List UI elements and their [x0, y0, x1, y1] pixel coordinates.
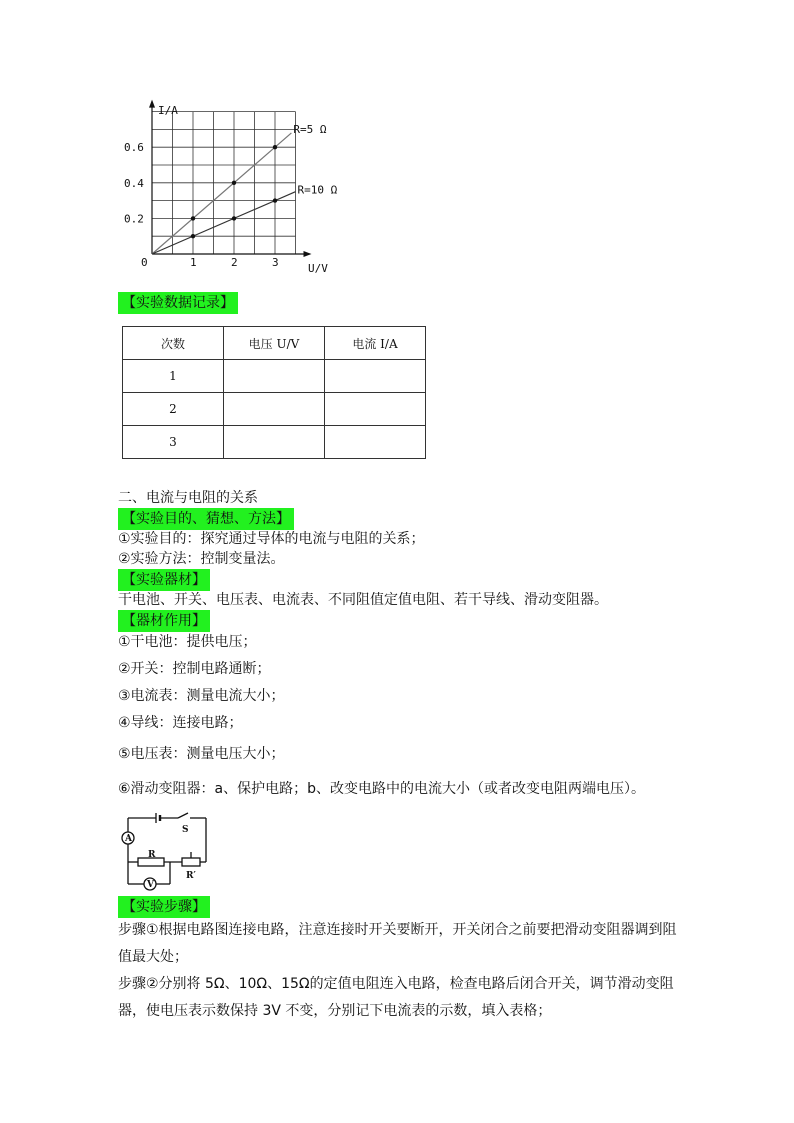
origin-label: 0 [141, 256, 148, 269]
rheostat-symbol [182, 858, 200, 866]
step-2-line: 器，使电压表示数保持 3V 不变，分别记下电流表的示数，填入表格； [118, 1003, 552, 1019]
chart-grid [152, 112, 296, 254]
function-item: ②开关：控制电路通断； [118, 661, 271, 677]
x-tick-label: 1 [190, 256, 197, 269]
table-header-cell: 次数 [123, 327, 224, 360]
table-row [123, 360, 426, 393]
data-point [232, 181, 236, 185]
purpose-line: ①实验目的：探究通过导体的电流与电阻的关系； [118, 531, 425, 547]
equipment-text: 干电池、开关、电压表、电流表、不同阻值定值电阻、若干导线、滑动变阻器。 [118, 592, 608, 608]
switch-label: S [182, 825, 189, 835]
step-2-line: 步骤②分别将 5Ω、10Ω、15Ω的定值电阻连入电路，检查电路后闭合开关，调节滑动变阻 [118, 976, 674, 992]
section-heading-steps: 【实验步骤】 [118, 896, 210, 918]
ammeter-label: A [125, 834, 132, 844]
y-axis-label: I/A [158, 104, 178, 117]
data-record-table [122, 326, 426, 459]
table-row [123, 426, 426, 459]
table-header-row [123, 327, 426, 360]
table-cell [325, 426, 426, 459]
step-1 [118, 917, 718, 971]
x-axis-arrow [304, 251, 312, 257]
table-cell: 2 [123, 393, 224, 426]
switch-blade [178, 813, 188, 818]
data-point [191, 216, 195, 220]
section-heading-equipment: 【实验器材】 [118, 569, 210, 591]
table-row [123, 393, 426, 426]
table-cell [224, 426, 325, 459]
step-2 [118, 971, 718, 1025]
y-tick-label: 0.2 [124, 212, 144, 226]
method-line: ②实验方法：控制变量法。 [118, 551, 285, 567]
table-cell [224, 360, 325, 393]
function-item: ⑤电压表：测量电压大小； [118, 746, 285, 762]
function-item: ⑥滑动变阻器：a、保护电路；b、改变电路中的电流大小（或者改变电阻两端电压）。 [118, 781, 646, 797]
y-tick-label: 0.4 [124, 176, 144, 190]
table-cell [325, 393, 426, 426]
iu-chart [120, 96, 380, 276]
chart-axes [149, 100, 312, 257]
step-1-line: 值最大处； [118, 949, 188, 965]
series-label: R=5 Ω [293, 122, 327, 136]
x-axis-label: U/V [308, 262, 328, 275]
data-point [232, 216, 236, 220]
x-tick-label: 3 [272, 256, 279, 269]
y-axis-arrow [149, 100, 155, 108]
step-1-line: 步骤①根据电路图连接电路，注意连接时开关要断开，开关闭合之前要把滑动变阻器调到阻 [118, 922, 677, 938]
section-heading-functions: 【器材作用】 [118, 610, 210, 632]
data-point [273, 198, 277, 202]
voltmeter-label: V [147, 880, 154, 890]
data-point [191, 234, 195, 238]
table-header-cell: 电压 U/V [224, 327, 325, 360]
section-title: 二、电流与电阻的关系 [118, 490, 258, 506]
function-item: ①干电池：提供电压； [118, 634, 257, 650]
table-header-cell: 电流 I/A [325, 327, 426, 360]
rheostat-label: R′ [186, 871, 196, 881]
circuit-diagram [118, 810, 218, 894]
section-heading-purpose: 【实验目的、猜想、方法】 [118, 508, 294, 530]
y-tick-label: 0.6 [124, 141, 144, 155]
resistor-label: R [148, 850, 156, 860]
table-cell: 1 [123, 360, 224, 393]
function-item: ④导线：连接电路； [118, 715, 243, 731]
x-tick-label: 2 [231, 256, 238, 269]
section-heading-data-record: 【实验数据记录】 [118, 292, 238, 314]
function-item: ③电流表：测量电流大小； [118, 688, 285, 704]
data-point [273, 145, 277, 149]
table-cell [325, 360, 426, 393]
series-label: R=10 Ω [297, 183, 338, 197]
table-cell [224, 393, 325, 426]
table-cell: 3 [123, 426, 224, 459]
